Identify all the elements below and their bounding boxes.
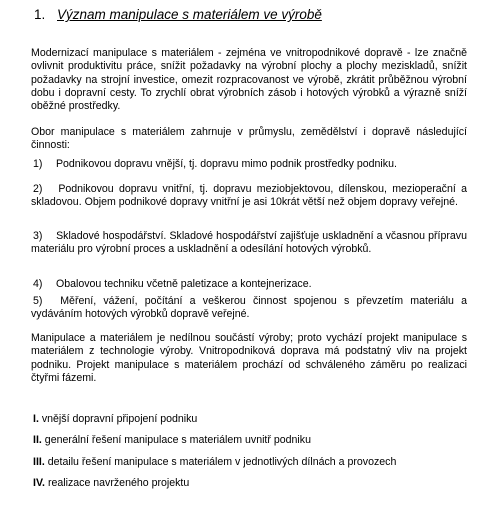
phase-item bbox=[33, 456, 396, 469]
phase-roman-numeral: I. bbox=[33, 413, 39, 425]
phase-text: generální řešení manipulace s materiálem uvnitř podniku bbox=[44, 434, 311, 446]
phase-roman-numeral: III. bbox=[33, 456, 45, 468]
activity-number: 5) bbox=[33, 295, 43, 307]
section-heading bbox=[34, 7, 322, 22]
activity-text: Obalovou techniku včetně paletizace a kontejnerizace. bbox=[55, 278, 312, 290]
activity-item bbox=[31, 230, 467, 257]
section-title: Význam manipulace s materiálem ve výrobě bbox=[57, 7, 322, 22]
activity-number: 3) bbox=[33, 230, 43, 242]
activity-text: Podnikovou dopravu vnitřní, tj. dopravu meziobjektovou, dílenskou, mezioperační a skladovou. Objem podnikové dopravy vnitřní je asi 10krát větší než objem dopravy veřejné. bbox=[31, 183, 467, 209]
activity-item bbox=[31, 295, 467, 322]
activity-item bbox=[31, 278, 467, 291]
activity-number: 1) bbox=[33, 158, 43, 170]
scope-intro-paragraph: Obor manipulace s materiálem zahrnuje v průmyslu, zemědělství i dopravě následující činnosti: bbox=[31, 126, 467, 152]
section-number: 1. bbox=[34, 7, 46, 22]
activity-item bbox=[31, 183, 467, 210]
phase-item bbox=[33, 413, 197, 426]
activity-item bbox=[31, 158, 467, 171]
phase-text: vnější dopravní připojení podniku bbox=[41, 413, 198, 425]
phase-roman-numeral: II. bbox=[33, 434, 42, 446]
intro-paragraph: Modernizací manipulace s materiálem - zejména ve vnitropodnikové dopravě - lze značně ovlivnit produktivitu práce, snížit požadavky na výrobní plochy a plochy meziskladů, snížit požadavky na strojní investice, omezit rozpracovanost ve výrobě, zkrátit průběžnou výrobní dobu i dopravní cesty. To zrychlí obrat výrobních zásob i hotových výrobků a výrazně sníží oběžné prostředky. bbox=[31, 47, 467, 113]
activity-number: 4) bbox=[33, 278, 43, 290]
phase-text: detailu řešení manipulace s materiálem v jednotlivých dílnách a provozech bbox=[47, 456, 397, 468]
phase-text: realizace navrženého projektu bbox=[47, 477, 190, 489]
activity-text: Měření, vážení, počítání a veškerou činnost spojenou s převzetím materiálu a vydáváním hotových výrobků dopravě veřejné. bbox=[31, 295, 467, 321]
activity-number: 2) bbox=[33, 183, 43, 195]
phase-item bbox=[33, 477, 189, 490]
phase-item bbox=[33, 434, 311, 447]
conclusion-paragraph: Manipulace a materiálem je nedílnou součástí výroby; proto vychází projekt manipulace s materiálem z technologie výroby. Vnitropodniková doprava má podstatný vliv na projekt podniku. Projekt manipulace s materiálem prochází od schváleného záměru po realizaci čtyřmi fázemi. bbox=[31, 332, 467, 384]
activity-text: Skladové hospodářství. Skladové hospodářství zajišťuje uskladnění a včasnou přípravu materiálu pro výrobní proces a uskladnění a odesílání hotových výrobků. bbox=[31, 230, 467, 256]
activity-text: Podnikovou dopravu vnější, tj. dopravu mimo podnik prostředky podniku. bbox=[55, 158, 397, 170]
phase-roman-numeral: IV. bbox=[33, 477, 45, 489]
